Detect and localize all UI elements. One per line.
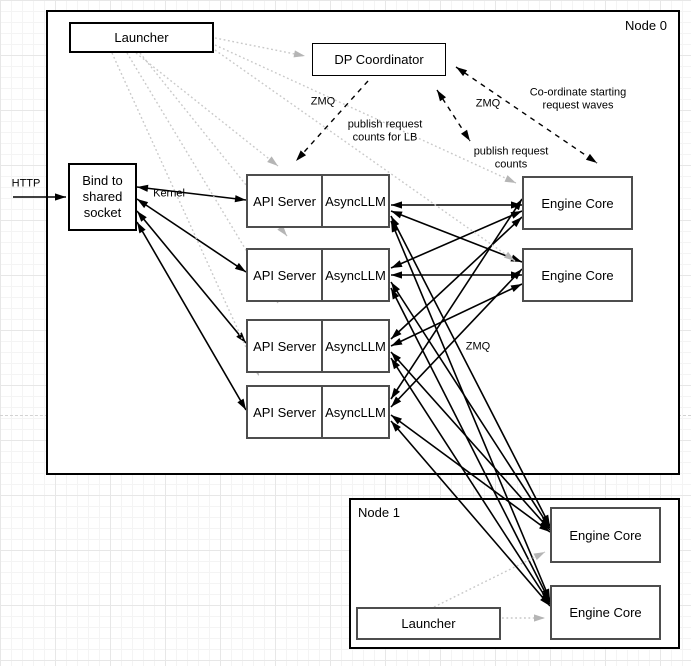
edge-llm4-core1 bbox=[391, 199, 522, 399]
engine-core-node1-2-label: Engine Core bbox=[569, 605, 642, 620]
dp-coordinator-box bbox=[312, 43, 446, 76]
engine-core-node1-2 bbox=[550, 585, 661, 640]
zmq-coordinator-engine-label: ZMQ bbox=[475, 97, 501, 110]
edge-socket-api4 bbox=[137, 222, 246, 410]
edge-socket-api3 bbox=[137, 211, 246, 343]
asyncllm-2: AsyncLLM bbox=[322, 248, 390, 302]
engine-core-node1-1 bbox=[550, 507, 661, 563]
node1-label: Node 1 bbox=[358, 505, 400, 520]
launcher-node0-label: Launcher bbox=[114, 30, 169, 45]
publish-request-counts-label: publish request counts bbox=[473, 145, 549, 170]
zmq-coordinator-apiserver-label: ZMQ bbox=[310, 95, 336, 108]
api-server-3: API Server bbox=[246, 319, 323, 373]
asyncllm-3: AsyncLLM bbox=[322, 319, 390, 373]
api-server-2: API Server bbox=[246, 248, 323, 302]
api-server-4: API Server bbox=[246, 385, 323, 439]
launcher-node1-label: Launcher bbox=[401, 616, 456, 631]
asyncllm-1: AsyncLLM bbox=[322, 174, 390, 228]
edge-llm3-core1 bbox=[391, 217, 522, 339]
coordinate-starting-request-waves-label: Co-ordinate starting request waves bbox=[529, 86, 627, 111]
bind-shared-socket-label: Bind to shared socket bbox=[82, 172, 123, 221]
edge-launcher0-api1 bbox=[136, 53, 278, 166]
asyncllm-4: AsyncLLM bbox=[322, 385, 390, 439]
edge-llm3-core2 bbox=[391, 284, 522, 346]
zmq-llm-engine-label: ZMQ bbox=[465, 340, 491, 353]
edge-publish-counts-coordinator bbox=[437, 90, 470, 141]
api-server-row-2 bbox=[246, 248, 391, 302]
edge-llm4-core2 bbox=[391, 269, 522, 407]
edge-socket-api2 bbox=[137, 199, 246, 272]
edge-llm1-core1 bbox=[391, 201, 522, 208]
launcher-node0-box bbox=[69, 22, 214, 53]
engine-core-node0-1 bbox=[522, 176, 633, 230]
api-server-1: API Server bbox=[246, 174, 323, 228]
engine-core-node0-2-label: Engine Core bbox=[541, 267, 614, 283]
engine-core-node0-1-label: Engine Core bbox=[541, 195, 614, 211]
api-server-row-3 bbox=[246, 319, 391, 373]
engine-core-node1-1-label: Engine Core bbox=[569, 527, 642, 543]
bind-shared-socket-box bbox=[68, 163, 137, 231]
edge-launcher1-core4 bbox=[502, 614, 545, 621]
api-server-row-1 bbox=[246, 174, 391, 228]
publish-request-counts-lb-label: publish request counts for LB bbox=[347, 118, 423, 143]
kernel-label: Kernel bbox=[153, 187, 185, 200]
engine-core-node0-2 bbox=[522, 248, 633, 302]
dp-coordinator-label: DP Coordinator bbox=[334, 52, 424, 67]
launcher-node1-box bbox=[356, 607, 501, 640]
edge-http-socket bbox=[13, 193, 66, 200]
edge-llm3-core3 bbox=[391, 352, 550, 530]
http-label: HTTP bbox=[11, 177, 41, 190]
edge-launcher0-coordinator bbox=[215, 38, 305, 57]
edge-llm2-core3 bbox=[391, 282, 550, 528]
api-server-row-4 bbox=[246, 385, 391, 439]
node0-label: Node 0 bbox=[625, 18, 667, 33]
